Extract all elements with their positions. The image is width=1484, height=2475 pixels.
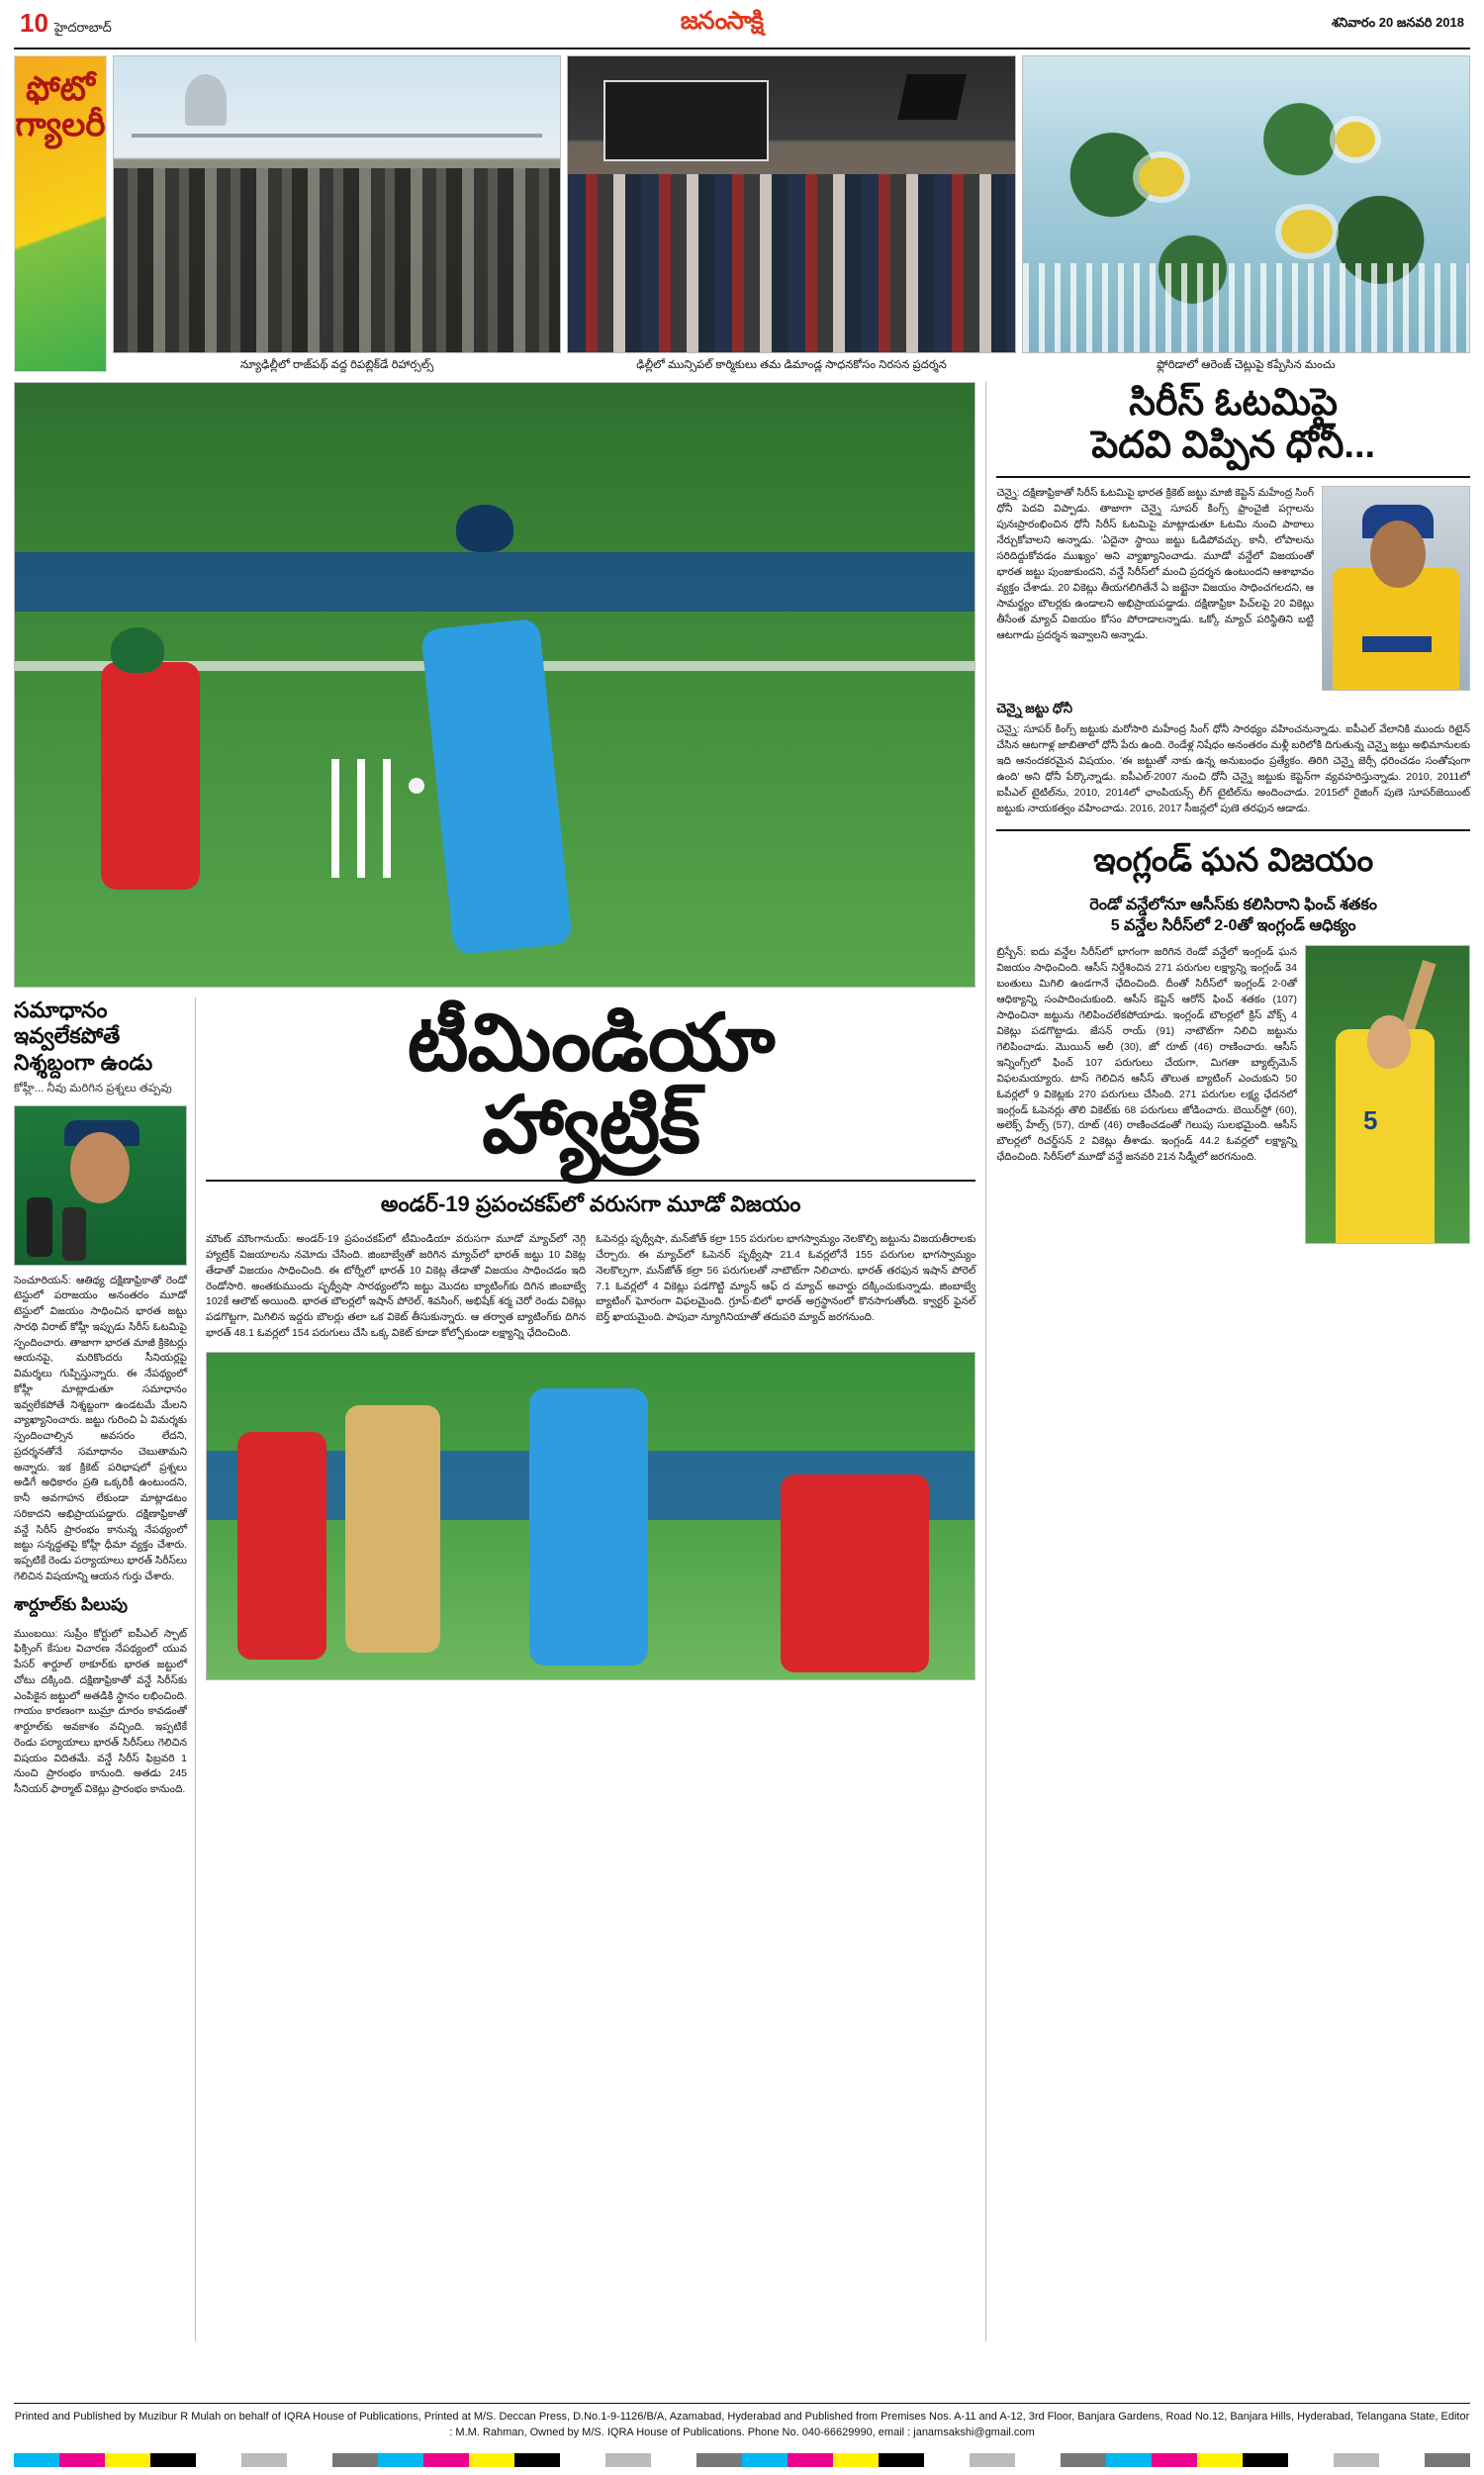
lead-story-columns — [206, 1232, 975, 1341]
wicketkeeper-shape — [101, 662, 200, 890]
boundary-ad-band — [15, 552, 974, 612]
batsman-helmet-shape — [456, 505, 513, 552]
protest-banner-shape — [603, 80, 768, 161]
issue-date: శనివారం 20 జనవరి 2018 — [1332, 14, 1464, 30]
dhoni-subheading: చెన్నై జట్టు ధోనీ — [996, 701, 1072, 716]
lead-deck: అండర్-19 ప్రపంచకప్‌లో వరుసగా మూడో విజయం — [206, 1180, 975, 1222]
newspaper-logo: జనంసాక్షి — [680, 6, 764, 35]
photo-gallery-strip — [14, 55, 1470, 372]
photo-gallery-badge — [14, 55, 107, 372]
colorbar-seg-3 — [742, 2453, 1106, 2467]
lead-headline — [206, 999, 975, 1170]
bowler-shape — [529, 1388, 648, 1666]
parade-photo — [113, 55, 561, 353]
city-label: హైదరాబాద్ — [53, 19, 112, 35]
page-number: 10 — [20, 7, 48, 38]
lead-story-column — [206, 998, 975, 2341]
england-story-body: బ్రిస్బేన్: ఐదు వన్డేల సిరీస్‌లో భాగంగా జరిగిన రెండో వన్డేలో ఇంగ్లండ్ ఘన విజయం సాధించింది. ఆసీస్ నిర్దేశించిన 271 పరుగుల లక్ష్యాన్ని ఇంగ్లండ్ 34 బంతులు మిగిలి ఉండగానే ఛేదించింది. దీంతో సిరీస్‌లో ఇంగ్లండ్ 2-0తో ఆధిక్యాన్ని సంపాదించుకుంది. ఆసీస్ కెప్టెన్ ఆరోన్ ఫించ్ శతకం (107) సాధించినా జట్టును గెలిపించలేకపోయాడు. ఇంగ్లండ్ బౌలర్లలో క్రిస్ వోక్స్ 4 వికెట్లు పడగొట్టాడు. జేసన్ రాయ్ (91) నాటౌట్‌గా నిలిచి జట్టును గెలిపించాడు. మొయిన్ అలీ (30), జో రూట్ (46) రాణించారు. ఆసీస్ ఇన్నింగ్స్‌లో ఫించ్ 107 పరుగులు చేయగా, మిగతా బ్యాట్స్‌మెన్ విఫలమయ్యారు. టాస్ గెలిచిన ఆసీస్ తొలుత బ్యాటింగ్ ఎంచుకుని 50 ఓవర్లలో 9 వికెట్లకు 270 పరుగులు చేసింది. 271 పరుగుల లక్ష్య ఛేదనలో ఇంగ్లండ్ ఓపెనర్లు తొలి వికెట్‌కు 68 పరుగులు జోడించారు. బెయిర్‌స్టో (60), అలెక్స్ హేల్స్ (57), రూట్ (46) రాణించడంతో గెలుపు సులభమైంది. ఆసీస్ బౌలర్లలో రిచర్డ్‌సన్ 2 వికెట్లు తీశాడు. ఇంగ్లండ్ 44.2 ఓవర్లలో లక్ష్యాన్ని ఛేదించింది. సిరీస్‌లో మూడో వన్డే జనవరి 21న సిడ్నీలో జరగనుంది. — [996, 946, 1297, 1164]
dhoni-headline-line1: సిరీస్ ఓటమిపై — [1129, 382, 1339, 424]
sponsor-badge-shape — [1362, 636, 1432, 652]
aaron-finch-photo — [1305, 945, 1470, 1244]
kohli-story-body: సెంచూరియన్: ఆతిథ్య దక్షిణాఫ్రికాతో రెండో టెస్టులో పరాజయం అనంతరం మూడో టెస్టులో విజయం సాధించిన భారత జట్టు సారథి విరాట్ కోహ్లీ ఇప్పుడు సిరీస్ ఓటమిపై స్పందించారు. తాజాగా భారత మాజీ క్రికెటర్లు ఆయనపై, మరికొందరు సీనియర్లపై విమర్శలు గుప్పిస్తున్నారు. ఈ నేపథ్యంలో కోహ్లీ మాట్లాడుతూ సమాధానం ఇవ్వలేకపోతే నిశ్శబ్దంగా ఉండటమే మేలని వ్యాఖ్యానించారు. జట్టు గురించి ఏ విమర్శకు స్పందించాల్సిన అవసరం లేదని, ప్రదర్శనతోనే సమాధానం చెబుతామని అన్నారు. ఇక క్రికెట్ పరిభాషలో ప్రశ్నలు అడిగే అధికారం ప్రతి ఒక్కరికీ ఉంటుందని, కానీ అవగాహన లేకుండా మాట్లాడటం సరికాదని అభిప్రాయపడ్డారు. దక్షిణాఫ్రికాతో వన్డే సిరీస్ ప్రారంభం కానున్న నేపథ్యంలో జట్టు సన్నద్ధతపై కోహ్లీ ధీమా వ్యక్తం చేశారు. ఇప్పటికే రెండు పర్యాయాలు భారత్ సిరీస్‌లు గెలిచిన విషయాన్ని ఆయన గుర్తు చేశారు. — [14, 1274, 187, 1582]
icicle-shape — [1023, 263, 1469, 352]
england-story — [996, 945, 1470, 1244]
dhoni-story-body-2: చెన్నై: సూపర్ కింగ్స్ జట్టుకు మరోసారి మహేంద్ర సింగ్ ధోనీ సారథ్యం వహించనున్నాడు. ఐపీఎల్ వేలానికి ముందు రిటైన్ చేసిన ఆటగాళ్ల జాబితాలో ధోనీ పేరు ఉంది. రెండేళ్ల నిషేధం అనంతరం మళ్లీ బరిలోకి దిగుతున్న చెన్నై జట్టు అభిమానులకు ఇది ఆనందకరమైన విషయం. 'ఈ జట్టుతో నాకు ఉన్న అనుబంధం ప్రత్యేకం. తిరిగి చెన్నై జెర్సీ ధరించడం సంతోషంగా ఉంది' అని ధోనీ పేర్కొన్నాడు. ఐపీఎల్-2007 నుంచి ధోనీ చెన్నై జట్టుకు కెప్టెన్‌గా వ్యవహరిస్తున్నాడు. 2010, 2011లో ఐపీఎల్ టైటిల్‌ను, 2010, 2014లో ఛాంపియన్స్ లీగ్ టైటిల్‌ను అందించాడు. 2015లో రైజింగ్ పుణె సూపర్‌జెయింట్ జట్టుకు నాయకత్వం వహించాడు. 2016, 2017 సీజన్లలో పుణె తరఫున ఆడాడు. — [996, 723, 1470, 814]
lead-story-col-2: ఓపెనర్లు పృథ్వీషా, మన్‌జోత్ కల్రా 155 పరుగుల భాగస్వామ్యం నెలకొల్పి జట్టును విజయతీరాలకు చేర్చారు. ఈ మ్యాచ్‌లో ఓపెనర్ పృథ్వీషా 21.4 ఓవర్లలోనే 155 పరుగుల భాగస్వామ్యం నెలకొల్పగా, మన్‌జోత్ కల్రా 56 పరుగులతో నాటౌట్‌గా నిలిచారు. భారత్ తరఫున ఇషాన్ పోరెల్ 7.1 ఓవర్లలో 4 వికెట్లు పడగొట్టి మ్యాన్ ఆఫ్ ద మ్యాచ్ అవార్డు దక్కించుకున్నాడు. జింబాబ్వే బ్యాటింగ్ ఘోరంగా విఫలమైంది. గ్రూప్-బిలో భారత్ అగ్రస్థానంలో కొనసాగుతోంది. క్వార్టర్ ఫైనల్ బెర్త్ ఖాయమైంది. పాపువా న్యూగినియాతో తదుపరి మ్యాచ్ జరగనుంది. — [596, 1233, 976, 1324]
gallery-item-protest — [567, 55, 1015, 372]
kohli-face-shape — [70, 1132, 130, 1203]
mid-row — [14, 998, 975, 2341]
lead-headline-line1: టీమిండియా — [407, 999, 775, 1087]
england-deck-line1: రెండో వన్డేలోనూ ఆసీస్‌కు కలిసిరాని ఫించ్ శతకం — [1089, 896, 1377, 913]
india-bowler-photo — [206, 1352, 975, 1680]
dhoni-headline-line2: పెదవి విప్పిన ధోనీ... — [1091, 424, 1376, 466]
colorbar-seg-1 — [14, 2453, 378, 2467]
india-batsman-hero-photo — [14, 382, 975, 988]
cricket-ball-shape — [409, 778, 424, 794]
shardul-subheading: శార్దూల్‌కు పిలుపు — [14, 1594, 128, 1614]
umpire-shape — [345, 1405, 440, 1653]
print-registration-colorbar — [14, 2453, 1470, 2467]
protest-photo-caption: ఢిల్లీలో మున్సిపల్ కార్మికులు తమ డిమాండ్ల సాధనకోసం నిరసన ప్రదర్శన — [636, 358, 947, 371]
colorbar-seg-4 — [1106, 2453, 1470, 2467]
keeper-helmet-shape — [111, 627, 164, 673]
microphone-icon-1 — [27, 1197, 52, 1257]
gallery-item-frost — [1022, 55, 1470, 372]
dome-shape-icon — [185, 74, 227, 126]
divider-1 — [996, 476, 1470, 478]
stumps-shape — [331, 759, 391, 878]
kohli-press-photo — [14, 1105, 187, 1266]
flag-line — [132, 134, 542, 138]
finch-face-shape — [1367, 1015, 1411, 1069]
left-column — [14, 382, 975, 2341]
dhoni-face-shape — [1370, 521, 1426, 588]
black-flag-shape — [897, 74, 967, 120]
shardul-story-body: ముంబయి: సుప్రీం కోర్టులో ఐపీఎల్ స్పాట్ ఫిక్సింగ్ కేసుల విచారణ నేపథ్యంలో యువ పేసర్ శార్దూల్ ఠాకూర్‌కు భారత జట్టులో చోటు దక్కింది. దక్షిణాఫ్రికాతో వన్డే సిరీస్‌కు ఎంపికైన జట్టులో అతడికి స్థానం లభించింది. గాయం కారణంగా బుమ్రా దూరం కావడంతో శార్దూల్‌కు అవకాశం వచ్చింది. ఇప్పటికే రెండు పర్యాయాలు భారత్ సిరీస్‌లు గెలిచిన విషయం విదితమే. వన్డే సిరీస్ ఫిబ్రవరి 1 నుంచి ప్రారంభం కానుంది. అతడు 245 సీనియర్ ఫార్మాట్ వికెట్లు ప్రారంభం కానుంది. — [14, 1627, 187, 1796]
page-body — [14, 382, 1470, 2341]
protest-photo — [567, 55, 1015, 353]
dhoni-headline — [996, 382, 1470, 466]
gallery-item-parade — [113, 55, 561, 372]
lead-headline-line2: హ్యాట్రిక్ — [482, 1081, 700, 1170]
imprint-footer: Printed and Published by Muzibur R Mulah on behalf of IQRA House of Publications, Printed at M/S. Deccan Press, D.No.1-9-1126/B/A, Azamabad, Hyderabad and Published from Premises Nos. A-11 and A-12, 3rd Floor, Banjara Gardens, Road No.12, Banjara Hills, Hyderabad, Telangana State, Editor : M.M. Rahman, Owned by M/S. IQRA House of Publications. Phone No. 040-66629990, email : janamsakshi@gmail.com — [14, 2403, 1470, 2441]
microphone-icon-2 — [62, 1207, 86, 1261]
right-column — [985, 382, 1470, 2341]
kohli-story-column — [14, 998, 196, 2341]
england-deck — [996, 895, 1470, 937]
batsman-red-shape-2 — [781, 1475, 929, 1672]
kohli-attribution: కోహ్లీ... నీవు మరిగిన ప్రశ్నలు తప్పవు — [14, 1083, 172, 1095]
england-headline: ఇంగ్లండ్ ఘన విజయం — [996, 829, 1470, 887]
kohli-headline: సమాధానం ఇవ్వలేకపోతే నిశ్శబ్దంగా ఉండు — [14, 998, 153, 1075]
lead-story-col-1: మౌంట్ మౌంగానుయ్: అండర్-19 ప్రపంచకప్‌లో టీమిండియా వరుసగా మూడో మ్యాచ్‌లో నెగ్గి హ్యాట్రిక్ విజయాలను నమోదు చేసింది. జింబాబ్వేతో జరిగిన మ్యాచ్‌లో భారత్ జట్టు 10 వికెట్ల తేడాతో విజయం సాధించింది. ఈ టోర్నీలో భారత్ 10 వికెట్ల తేడాతో విజయం సాధించడం ఇది రెండోసారి. అంతకుముందు పృథ్వీషా సారథ్యంలోని జట్టు మొదట బ్యాటింగ్‌కు దిగిన జింబాబ్వే 102కే ఆలౌట్ అయింది. భారత బౌలర్లలో ఇషాన్ పోరెల్, శివసింగ్, అభిషేక్ శర్మ చెరో రెండు వికెట్లు పడగొట్టగా, మిగిలిన ఇద్దరు బౌలర్లు తలా ఒక వికెట్ తీసుకున్నారు. ఆ తర్వాత బ్యాటింగ్‌కు దిగిన భారత్ 48.1 ఓవర్లలో 154 పరుగులు చేసి ఒక్క వికెట్ కూడా కోల్పోకుండా లక్ష్యాన్ని ఛేదించింది. — [206, 1233, 587, 1339]
masthead-left — [20, 7, 112, 39]
masthead — [14, 0, 1470, 49]
lemon-shape-3 — [1336, 122, 1375, 157]
horse-parade-shape — [114, 168, 560, 351]
parade-photo-caption: న్యూఢిల్లీలో రాజ్‌పథ్ వద్ద రిపబ్లిక్‌డే రిహార్సల్స్ — [240, 358, 434, 371]
jersey-number: 5 — [1363, 1105, 1378, 1135]
dhoni-story — [996, 486, 1470, 691]
colorbar-seg-2 — [378, 2453, 742, 2467]
dhoni-portrait-photo — [1322, 486, 1470, 691]
england-deck-line2: 5 వన్డేల సిరీస్‌లో 2-0తో ఇంగ్లండ్ ఆధిక్యం — [1110, 917, 1356, 935]
dhoni-story-body: చెన్నై: దక్షిణాఫ్రికాతో సిరీస్ ఓటమిపై భారత క్రికెట్ జట్టు మాజీ కెప్టెన్ మహేంద్ర సింగ్ ధోనీ పెదవి విప్పాడు. తాజాగా చెన్నై సూపర్ కింగ్స్ ఫ్రాంచైజీ పగ్గాలను పునఃప్రారంభించిన ధోనీ సిరీస్ ఓటమిపై మాట్లాడుతూ ఓటమి నుంచి పాఠాలు నేర్చుకోవాలని అన్నాడు. 'ఏదైనా స్థాయి జట్టు ఓడిపోవచ్చు. కానీ, లోపాలను సరిదిద్దుకోవడం ముఖ్యం' అని వ్యాఖ్యానించాడు. మూడో వన్డేలో విజయంతో భారత జట్టు పుంజుకుందని, వన్డే సిరీస్‌లో మంచి ప్రదర్శన ఉంటుందని ఆశాభావం వ్యక్తం చేశాడు. 20 వికెట్లు తీయగలిగితేనే ఏ జట్టైనా విజయం సాధించగలదని, ఆ సామర్థ్యం బౌలర్లకు ఉండాలని అభిప్రాయపడ్డాడు. దక్షిణాఫ్రికా పిచ్‌లపై 20 వికెట్లు తీసేంత మ్యాచ్ విజయం కోసం పోరాడాలన్నాడు. ఒక్కో మ్యాచ్ పరిస్థితిని బట్టి ఆటగాడు ప్రదర్శన ఇవ్వాలని అన్నాడు. — [996, 487, 1314, 641]
batsman-red-shape — [237, 1432, 326, 1660]
crowd-shape — [568, 174, 1014, 351]
frost-photo — [1022, 55, 1470, 353]
lemon-shape-1 — [1139, 157, 1184, 197]
photo-gallery-badge-label: ఫోటో గ్యాలరీ — [15, 70, 106, 143]
frost-photo-caption: ఫ్లోరిడాలో ఆరెంజ్ చెట్లుపై కప్పేసిన మంచు — [1157, 358, 1336, 371]
